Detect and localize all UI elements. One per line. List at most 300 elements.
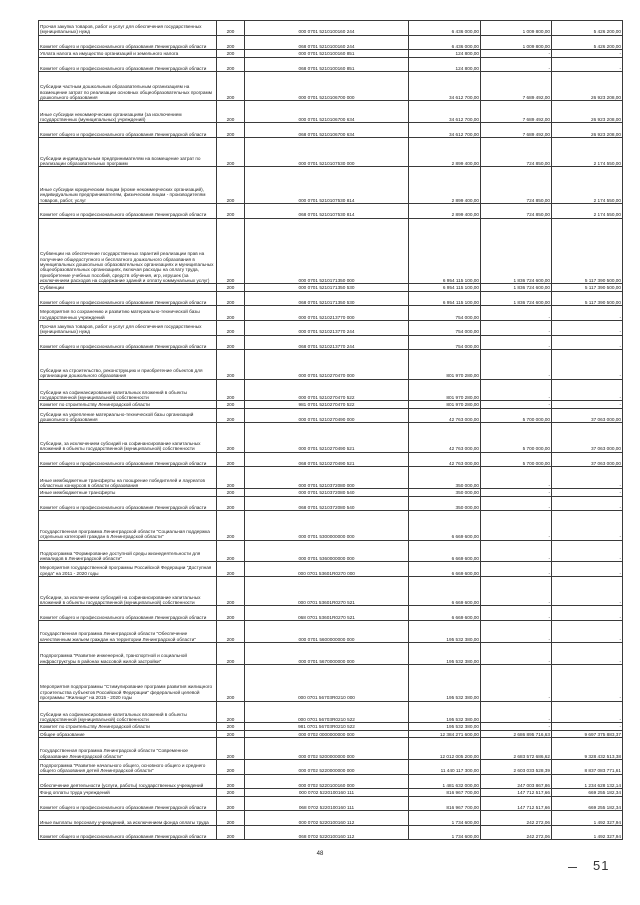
row-remaining-cell: 5 117 390 500,00 — [552, 291, 623, 306]
row-remaining-cell: 1 492 327,94 — [552, 811, 623, 826]
row-executed-cell: 1 836 724 600,00 — [481, 291, 552, 306]
table-row — [39, 562, 623, 577]
row-kbk-cell: 068 0701 5210100160 244 — [245, 35, 409, 50]
row-approved-cell: 6 669 600,00 — [409, 577, 481, 606]
row-kbk-cell: 000 0701 5210270490 000 — [245, 408, 409, 423]
row-code-cell: 200 — [217, 774, 245, 789]
row-remaining-cell: 5 117 390 500,00 — [552, 284, 623, 291]
row-name-cell: Субсидии индивидуальным предпринимателям на возмещение затрат по реализации образовательных программ — [39, 138, 217, 167]
row-code-cell: 200 — [217, 701, 245, 723]
row-code-cell: 200 — [217, 796, 245, 811]
row-executed-cell: - — [481, 723, 552, 730]
row-name-cell: Комитет общего и профессионального образования Ленинградской области — [39, 606, 217, 621]
row-approved-cell: 1 481 632 000,00 — [409, 774, 481, 789]
table-row — [39, 401, 623, 408]
row-name-cell: Комитет общего и профессионального образования Ленинградской области — [39, 452, 217, 467]
row-remaining-cell: 5 426 200,00 — [552, 35, 623, 50]
row-approved-cell: 801 970 280,00 — [409, 379, 481, 401]
row-code-cell: 200 — [217, 642, 245, 664]
budget-table — [38, 20, 623, 840]
table-row — [39, 203, 623, 218]
row-executed-cell: 7 689 492,00 — [481, 123, 552, 138]
row-approved-cell: 6 436 000,00 — [409, 21, 481, 36]
row-code-cell: 200 — [217, 423, 245, 452]
row-approved-cell: 6 669 600,00 — [409, 540, 481, 562]
row-name-cell: Субсидии, за исключением субсидий на софинансирование капитальных вложений в объекты государственной (муниципальной) собственности — [39, 577, 217, 606]
table-row — [39, 291, 623, 306]
row-approved-cell: 6 436 000,00 — [409, 35, 481, 50]
row-name-cell: Подпрограмма "Развитие инженерной, транспортной и социальной инфраструктуры в районах массовой жилой застройки" — [39, 642, 217, 664]
row-name-cell: Субвенции на обеспечение государственных гарантий реализации прав на получение общедоступного и бесплатного дошкольного образования в муниципальных дошкольных образовательных организациях и муниципальных общеобразовательных организациях, включая расходы на оплату труда, приобретение учебных пособий, средств обучения, игр, игрушек (за исключением расходов на содержание зданий и оплату коммунальных услуг) — [39, 218, 217, 284]
row-remaining-cell: 5 117 390 500,00 — [552, 218, 623, 284]
row-remaining-cell: 1 492 327,94 — [552, 825, 623, 840]
row-name-cell: Комитет по строительству Ленинградской области — [39, 401, 217, 408]
row-kbk-cell: 000 0701 56703R0210 522 — [245, 701, 409, 723]
row-name-cell: Подпрограмма "Формирование доступной среды жизнедеятельности для инвалидов в Ленинградской области" — [39, 540, 217, 562]
table-row — [39, 408, 623, 423]
row-executed-cell: 242 272,06 — [481, 825, 552, 840]
row-remaining-cell: - — [552, 489, 623, 496]
row-kbk-cell: 000 0701 5210107530 814 — [245, 167, 409, 204]
table-row — [39, 423, 623, 452]
row-remaining-cell: 2 174 550,00 — [552, 167, 623, 204]
row-approved-cell: 11 440 117 300,00 — [409, 760, 481, 775]
footer-dash — [568, 867, 577, 868]
table-row — [39, 577, 623, 606]
row-remaining-cell: - — [552, 57, 623, 72]
row-kbk-cell: 000 0701 5210100160 244 — [245, 21, 409, 36]
row-approved-cell: 34 612 700,00 — [409, 72, 481, 101]
row-name-cell: Комитет общего и профессионального образования Ленинградской области — [39, 203, 217, 218]
row-code-cell: 200 — [217, 489, 245, 496]
row-kbk-cell: 068 0701 5210100160 851 — [245, 57, 409, 72]
table-row — [39, 496, 623, 511]
row-approved-cell: 350 000,00 — [409, 496, 481, 511]
row-name-cell: Иные межбюджетные трансферты — [39, 489, 217, 496]
row-kbk-cell: 000 0701 5300000000 000 — [245, 511, 409, 540]
row-code-cell: 200 — [217, 467, 245, 489]
row-executed-cell: - — [481, 577, 552, 606]
row-kbk-cell: 000 0701 5210106700 634 — [245, 101, 409, 123]
row-remaining-cell: 26 923 208,00 — [552, 101, 623, 123]
row-executed-cell: 147 712 517,66 — [481, 796, 552, 811]
row-name-cell: Общее образование — [39, 730, 217, 737]
row-approved-cell: 6 954 115 100,00 — [409, 218, 481, 284]
row-kbk-cell: 068 0702 5220100160 111 — [245, 796, 409, 811]
row-executed-cell: 5 700 000,00 — [481, 408, 552, 423]
row-executed-cell: 1 836 724 600,00 — [481, 218, 552, 284]
row-approved-cell: 195 532 380,00 — [409, 620, 481, 642]
row-approved-cell: 754 000,00 — [409, 335, 481, 350]
row-remaining-cell: - — [552, 401, 623, 408]
row-remaining-cell: - — [552, 562, 623, 577]
row-code-cell: 200 — [217, 21, 245, 36]
row-name-cell: Комитет общего и профессионального образования Ленинградской области — [39, 57, 217, 72]
table-row — [39, 723, 623, 730]
row-executed-cell: 5 700 000,00 — [481, 423, 552, 452]
row-approved-cell: 816 967 700,00 — [409, 796, 481, 811]
row-name-cell: Комитет общего и профессионального образования Ленинградской области — [39, 825, 217, 840]
row-code-cell: 200 — [217, 730, 245, 737]
row-executed-cell: - — [481, 511, 552, 540]
row-code-cell: 200 — [217, 562, 245, 577]
row-remaining-cell: - — [552, 321, 623, 336]
table-row — [39, 284, 623, 291]
handwritten-mark: 51 — [593, 858, 610, 873]
row-kbk-cell: 000 0702 5220100160 111 — [245, 789, 409, 796]
table-row — [39, 35, 623, 50]
row-approved-cell: 754 000,00 — [409, 306, 481, 321]
row-name-cell: Иные субсидии некоммерческим организациям (за исключением государственных (муниципальных) учреждений) — [39, 101, 217, 123]
row-code-cell: 200 — [217, 511, 245, 540]
row-name-cell: Комитет общего и профессионального образования Ленинградской области — [39, 335, 217, 350]
row-remaining-cell: - — [552, 701, 623, 723]
row-code-cell: 200 — [217, 664, 245, 701]
table-row — [39, 796, 623, 811]
row-approved-cell: 12 012 005 200,00 — [409, 738, 481, 760]
row-remaining-cell: 26 923 208,00 — [552, 123, 623, 138]
row-approved-cell: 350 000,00 — [409, 489, 481, 496]
table-row — [39, 21, 623, 36]
row-executed-cell: - — [481, 321, 552, 336]
row-name-cell: Мероприятия государственной программы Российской Федерации "Доступная среда" на 2011 - 2020 годы — [39, 562, 217, 577]
row-code-cell: 200 — [217, 335, 245, 350]
row-approved-cell: 195 532 380,00 — [409, 642, 481, 664]
row-name-cell: Иные межбюджетные трансферты на поощрение победителей и лауреатов областных конкурсов в области образования — [39, 467, 217, 489]
row-kbk-cell: 000 0701 5210171350 530 — [245, 284, 409, 291]
row-executed-cell: 724 850,00 — [481, 138, 552, 167]
row-remaining-cell: - — [552, 577, 623, 606]
row-name-cell: Субсидии частным дошкольным образовательным организациям на возмещение затрат по реализации основных общеобразовательных программ дошкольного образования — [39, 72, 217, 101]
row-kbk-cell: 000 0701 5210372080 000 — [245, 467, 409, 489]
row-approved-cell: 42 763 000,00 — [409, 423, 481, 452]
row-kbk-cell: 000 0702 5220000000 000 — [245, 760, 409, 775]
row-executed-cell: 2 683 572 686,62 — [481, 738, 552, 760]
budget-table-body — [39, 21, 623, 840]
row-executed-cell: - — [481, 620, 552, 642]
row-approved-cell: 1 734 600,00 — [409, 811, 481, 826]
row-remaining-cell: - — [552, 379, 623, 401]
row-kbk-cell: 068 0701 5210270490 521 — [245, 452, 409, 467]
table-row — [39, 730, 623, 737]
table-row — [39, 350, 623, 379]
row-code-cell: 200 — [217, 540, 245, 562]
row-kbk-cell: 000 0701 53601R0270 521 — [245, 577, 409, 606]
table-row — [39, 167, 623, 204]
row-name-cell: Мероприятия по сохранению и развитию материально-технической базы государственных учреждений — [39, 306, 217, 321]
row-name-cell: Государственная программа Ленинградской области "Современное образование Ленинградской области" — [39, 738, 217, 760]
row-code-cell: 200 — [217, 606, 245, 621]
row-kbk-cell: 000 0701 5210213770 244 — [245, 321, 409, 336]
row-approved-cell: 195 532 380,00 — [409, 701, 481, 723]
row-kbk-cell: 000 0701 5210171350 000 — [245, 218, 409, 284]
row-code-cell: 200 — [217, 72, 245, 101]
row-code-cell: 200 — [217, 203, 245, 218]
row-executed-cell: 7 689 492,00 — [481, 72, 552, 101]
row-approved-cell: 42 763 000,00 — [409, 408, 481, 423]
row-executed-cell: 5 700 000,00 — [481, 452, 552, 467]
row-approved-cell: 34 612 700,00 — [409, 123, 481, 138]
row-kbk-cell: 981 0701 5210270470 522 — [245, 401, 409, 408]
row-executed-cell: 2 603 033 528,39 — [481, 760, 552, 775]
row-code-cell: 200 — [217, 738, 245, 760]
row-approved-cell: 6 669 600,00 — [409, 511, 481, 540]
row-kbk-cell: 000 0702 5220100160 000 — [245, 774, 409, 789]
row-name-cell: Субсидии на укрепление материально-технической базы организаций дошкольного образования — [39, 408, 217, 423]
row-executed-cell: - — [481, 57, 552, 72]
row-remaining-cell: - — [552, 642, 623, 664]
table-row — [39, 467, 623, 489]
row-executed-cell: - — [481, 350, 552, 379]
table-row — [39, 123, 623, 138]
row-kbk-cell: 000 0701 5210100160 851 — [245, 50, 409, 57]
row-approved-cell: 195 532 380,00 — [409, 664, 481, 701]
table-row — [39, 57, 623, 72]
row-kbk-cell: 000 0701 5210270470 522 — [245, 379, 409, 401]
row-executed-cell: - — [481, 50, 552, 57]
row-approved-cell: 124 800,00 — [409, 57, 481, 72]
row-remaining-cell: 37 063 000,00 — [552, 408, 623, 423]
row-remaining-cell: 37 063 000,00 — [552, 423, 623, 452]
row-kbk-cell: 068 0701 5210107530 814 — [245, 203, 409, 218]
row-code-cell: 200 — [217, 350, 245, 379]
table-row — [39, 218, 623, 284]
row-executed-cell: 1 009 800,00 — [481, 21, 552, 36]
row-kbk-cell: 000 0701 5210213770 000 — [245, 306, 409, 321]
row-code-cell: 200 — [217, 825, 245, 840]
row-code-cell: 200 — [217, 811, 245, 826]
row-executed-cell: 1 836 724 600,00 — [481, 284, 552, 291]
row-name-cell: Иные выплаты персоналу учреждений, за исключением фонда оплаты труда — [39, 811, 217, 826]
table-row — [39, 701, 623, 723]
table-row — [39, 620, 623, 642]
row-name-cell: Субсидии на софинансирование капитальных вложений в объекты государственной (муниципальной) собственности — [39, 701, 217, 723]
row-name-cell: Мероприятия подпрограммы "Стимулирование программ развития жилищного строительства субъектов Российской Федерации" федеральной целевой программы "Жилище" на 2015 - 2020 годы — [39, 664, 217, 701]
row-code-cell: 200 — [217, 321, 245, 336]
row-approved-cell: 350 000,00 — [409, 467, 481, 489]
row-kbk-cell: 068 0701 5210106700 634 — [245, 123, 409, 138]
row-code-cell: 200 — [217, 620, 245, 642]
row-name-cell: Комитет общего и профессионального образования Ленинградской области — [39, 291, 217, 306]
row-kbk-cell: 068 0701 5210372080 540 — [245, 496, 409, 511]
row-code-cell: 200 — [217, 50, 245, 57]
row-name-cell: Субсидии на софинансирование капитальных вложений в объекты государственной (муниципальной) собственности — [39, 379, 217, 401]
row-name-cell: Субсидии на строительство, реконструкцию и приобретение объектов для организации дошкольного образования — [39, 350, 217, 379]
row-code-cell: 200 — [217, 379, 245, 401]
row-kbk-cell: 000 0701 5670000000 000 — [245, 642, 409, 664]
row-executed-cell: - — [481, 379, 552, 401]
row-remaining-cell: 26 923 208,00 — [552, 72, 623, 101]
table-row — [39, 379, 623, 401]
row-remaining-cell: 8 837 083 771,61 — [552, 760, 623, 775]
row-executed-cell: - — [481, 306, 552, 321]
row-executed-cell: - — [481, 401, 552, 408]
table-row — [39, 452, 623, 467]
row-kbk-cell: 000 0701 5210106700 000 — [245, 72, 409, 101]
row-name-cell: Подпрограмма "Развитие начального общего, основного общего и среднего общего образования детей Ленинградской области" — [39, 760, 217, 775]
row-code-cell: 200 — [217, 167, 245, 204]
row-approved-cell: 2 899 400,00 — [409, 203, 481, 218]
row-code-cell: 200 — [217, 218, 245, 284]
table-row — [39, 321, 623, 336]
row-code-cell: 200 — [217, 35, 245, 50]
document-page — [38, 20, 622, 840]
row-name-cell: Фонд оплаты труда учреждений — [39, 789, 217, 796]
row-code-cell: 200 — [217, 306, 245, 321]
row-executed-cell: - — [481, 489, 552, 496]
row-remaining-cell: - — [552, 511, 623, 540]
row-remaining-cell: - — [552, 606, 623, 621]
row-executed-cell: 7 689 492,00 — [481, 101, 552, 123]
row-kbk-cell: 000 0701 5210372080 540 — [245, 489, 409, 496]
row-executed-cell: - — [481, 664, 552, 701]
row-executed-cell: 242 272,06 — [481, 811, 552, 826]
row-approved-cell: 2 899 400,00 — [409, 138, 481, 167]
row-kbk-cell: 000 0702 5220100160 112 — [245, 811, 409, 826]
row-name-cell: Обеспечение деятельности (услуги, работы) государственных учреждений — [39, 774, 217, 789]
row-kbk-cell: 000 0701 5210107530 000 — [245, 138, 409, 167]
row-approved-cell: 6 669 600,00 — [409, 562, 481, 577]
row-kbk-cell: 068 0701 53601R0270 521 — [245, 606, 409, 621]
table-row — [39, 335, 623, 350]
row-kbk-cell: 000 0701 5210270490 521 — [245, 423, 409, 452]
row-remaining-cell: 37 063 000,00 — [552, 452, 623, 467]
row-name-cell: Уплата налога на имущество организаций и земельного налога — [39, 50, 217, 57]
row-remaining-cell: - — [552, 664, 623, 701]
row-code-cell: 200 — [217, 408, 245, 423]
row-executed-cell: 1 009 800,00 — [481, 35, 552, 50]
row-kbk-cell: 000 0701 56703R0210 000 — [245, 664, 409, 701]
row-kbk-cell: 000 0701 53601R0270 000 — [245, 562, 409, 577]
row-remaining-cell: - — [552, 467, 623, 489]
table-row — [39, 489, 623, 496]
row-executed-cell: - — [481, 540, 552, 562]
row-remaining-cell: - — [552, 540, 623, 562]
table-row — [39, 664, 623, 701]
table-row — [39, 642, 623, 664]
row-approved-cell: 34 612 700,00 — [409, 101, 481, 123]
table-row — [39, 50, 623, 57]
row-code-cell: 200 — [217, 138, 245, 167]
row-approved-cell: 2 899 400,00 — [409, 167, 481, 204]
row-name-cell: Прочая закупка товаров, работ и услуг для обеспечения государственных (муниципальных) нужд — [39, 321, 217, 336]
row-approved-cell: 1 734 600,00 — [409, 825, 481, 840]
row-approved-cell: 754 000,00 — [409, 321, 481, 336]
row-name-cell: Иные субсидии юридическим лицам (кроме некоммерческих организаций), индивидуальным предпринимателям, физическим лицам - производителям товаров, работ, услуг — [39, 167, 217, 204]
table-row — [39, 101, 623, 123]
row-code-cell: 200 — [217, 284, 245, 291]
row-remaining-cell: 669 255 182,34 — [552, 789, 623, 796]
row-kbk-cell: 068 0701 5210171350 530 — [245, 291, 409, 306]
row-code-cell: 200 — [217, 496, 245, 511]
row-approved-cell: 816 967 700,00 — [409, 789, 481, 796]
row-code-cell: 200 — [217, 123, 245, 138]
row-remaining-cell: 9 328 432 513,38 — [552, 738, 623, 760]
row-executed-cell: - — [481, 562, 552, 577]
row-remaining-cell: 2 174 550,00 — [552, 138, 623, 167]
row-executed-cell: - — [481, 335, 552, 350]
row-remaining-cell: 5 426 200,00 — [552, 21, 623, 36]
row-remaining-cell: - — [552, 496, 623, 511]
row-code-cell: 200 — [217, 723, 245, 730]
row-code-cell: 200 — [217, 291, 245, 306]
table-row — [39, 306, 623, 321]
row-name-cell: Комитет общего и профессионального образования Ленинградской области — [39, 496, 217, 511]
row-remaining-cell: 1 234 628 132,14 — [552, 774, 623, 789]
row-name-cell: Комитет по строительству Ленинградской области — [39, 723, 217, 730]
row-approved-cell: 42 763 000,00 — [409, 452, 481, 467]
row-code-cell: 200 — [217, 789, 245, 796]
row-name-cell: Прочая закупка товаров, работ и услуг для обеспечения государственных (муниципальных) нужд — [39, 21, 217, 36]
row-name-cell: Субвенции — [39, 284, 217, 291]
row-kbk-cell: 000 0702 5200000000 000 — [245, 738, 409, 760]
row-executed-cell: 247 003 867,86 — [481, 774, 552, 789]
row-remaining-cell: - — [552, 50, 623, 57]
table-row — [39, 811, 623, 826]
table-row — [39, 72, 623, 101]
row-approved-cell: 6 669 600,00 — [409, 606, 481, 621]
row-approved-cell: 12 384 271 600,00 — [409, 730, 481, 737]
row-executed-cell: 724 850,00 — [481, 167, 552, 204]
row-kbk-cell: 000 0701 5360000000 000 — [245, 540, 409, 562]
row-executed-cell: - — [481, 701, 552, 723]
table-row — [39, 138, 623, 167]
table-row — [39, 738, 623, 760]
row-executed-cell: 724 850,00 — [481, 203, 552, 218]
row-code-cell: 200 — [217, 401, 245, 408]
row-executed-cell: - — [481, 642, 552, 664]
row-executed-cell: 147 712 517,66 — [481, 789, 552, 796]
row-name-cell: Государственная программа Ленинградской области "Обеспечение качественным жильем граждан на территории Ленинградской области" — [39, 620, 217, 642]
row-name-cell: Государственная программа Ленинградской области "Социальная поддержка отдельных категорий граждан в Ленинградской области" — [39, 511, 217, 540]
row-code-cell: 200 — [217, 101, 245, 123]
row-remaining-cell: - — [552, 350, 623, 379]
row-executed-cell: - — [481, 467, 552, 489]
row-remaining-cell: 2 174 550,00 — [552, 203, 623, 218]
row-name-cell: Комитет общего и профессионального образования Ленинградской области — [39, 35, 217, 50]
row-approved-cell: 195 532 380,00 — [409, 723, 481, 730]
page-number: 48 — [316, 851, 324, 857]
row-kbk-cell: 981 0701 56703R0210 522 — [245, 723, 409, 730]
table-row — [39, 825, 623, 840]
row-kbk-cell: 000 0702 0000000000 000 — [245, 730, 409, 737]
row-approved-cell: 801 970 280,00 — [409, 401, 481, 408]
row-kbk-cell: 068 0702 5220100160 112 — [245, 825, 409, 840]
row-remaining-cell: - — [552, 723, 623, 730]
row-executed-cell: - — [481, 606, 552, 621]
row-kbk-cell: 068 0701 5210213770 244 — [245, 335, 409, 350]
row-approved-cell: 6 954 115 100,00 — [409, 284, 481, 291]
row-kbk-cell: 000 0701 5600000000 000 — [245, 620, 409, 642]
row-executed-cell: 2 686 895 716,63 — [481, 730, 552, 737]
row-name-cell: Комитет общего и профессионального образования Ленинградской области — [39, 796, 217, 811]
row-executed-cell: - — [481, 496, 552, 511]
row-approved-cell: 124 800,00 — [409, 50, 481, 57]
table-row — [39, 540, 623, 562]
row-remaining-cell: - — [552, 306, 623, 321]
row-remaining-cell: - — [552, 335, 623, 350]
table-row — [39, 774, 623, 789]
row-approved-cell: 801 970 280,00 — [409, 350, 481, 379]
row-remaining-cell: 9 697 375 883,37 — [552, 730, 623, 737]
row-remaining-cell: 669 255 182,34 — [552, 796, 623, 811]
table-row — [39, 760, 623, 775]
row-code-cell: 200 — [217, 577, 245, 606]
table-row — [39, 789, 623, 796]
table-row — [39, 606, 623, 621]
row-kbk-cell: 000 0701 5210270470 000 — [245, 350, 409, 379]
row-code-cell: 200 — [217, 760, 245, 775]
